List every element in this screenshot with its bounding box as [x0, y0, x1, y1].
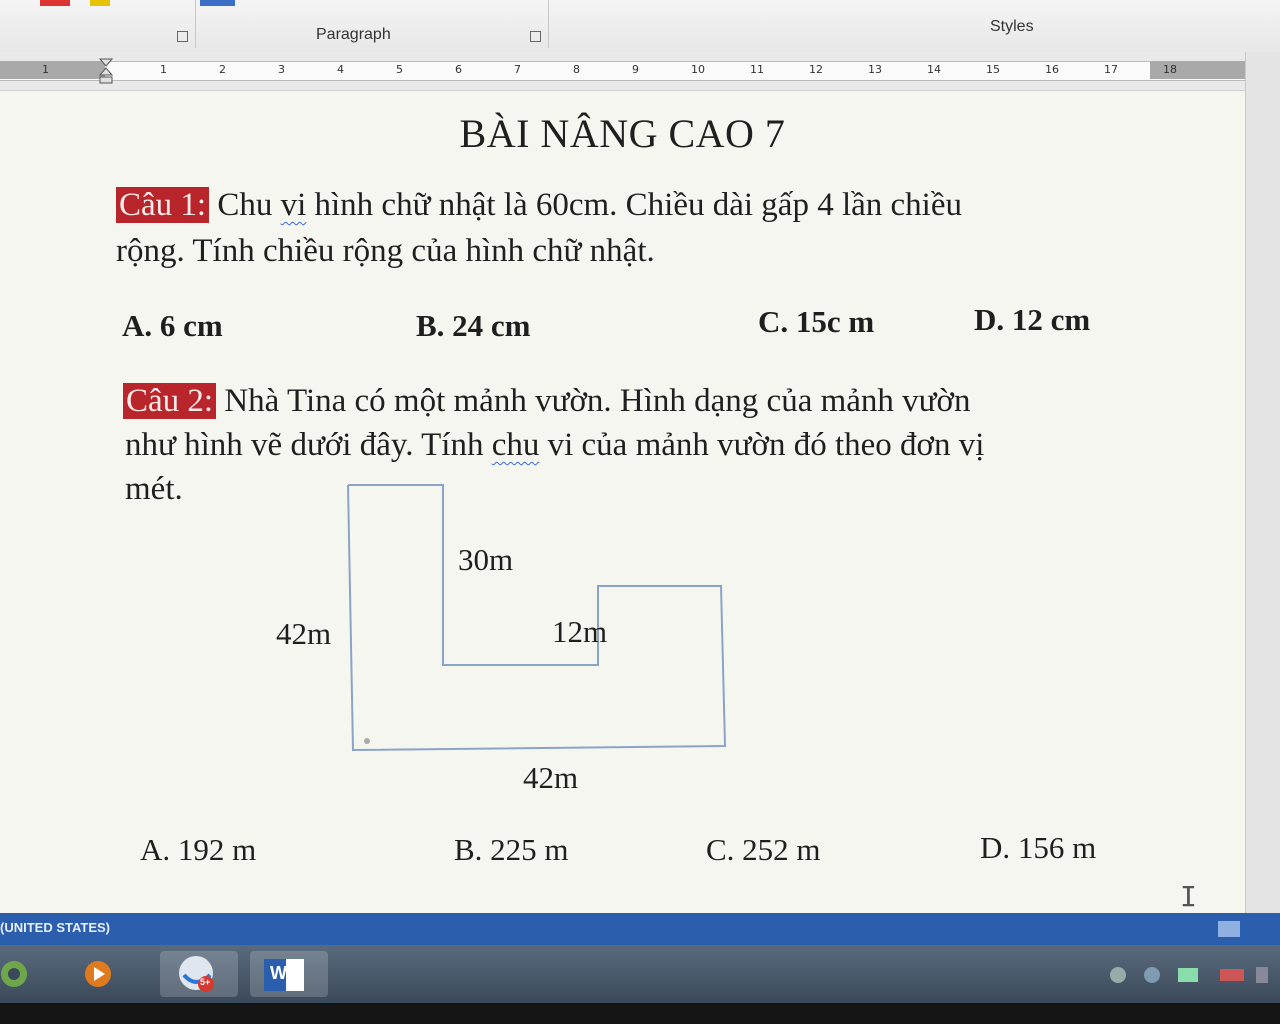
start-orb-icon: [0, 951, 40, 997]
horizontal-ruler[interactable]: [0, 52, 1280, 91]
figure-label-30m: 30m: [458, 542, 514, 577]
ruler-tick-label: 3: [278, 63, 285, 76]
figure-label-bottom-42m: 42m: [523, 760, 579, 795]
word-letter: W: [270, 963, 287, 983]
question-2-option-d: D. 156 m: [980, 830, 1097, 865]
status-bar: [0, 913, 1280, 945]
ruler-tick-label: 6: [455, 63, 462, 76]
question-1-text-b: hình chữ nhật là 60cm. Chiều dài gấp 4 lần chiều: [306, 187, 962, 223]
garden-shape-diagram: [340, 478, 740, 768]
document-title: BÀI NÂNG CAO 7: [459, 111, 786, 156]
styles-group-label: Styles: [990, 18, 1034, 35]
media-player-icon: [66, 951, 130, 997]
ruler-tick-label: 15: [986, 63, 1000, 76]
question-1-option-c: C. 15c m: [758, 304, 875, 339]
ruler-left-margin: [0, 61, 105, 79]
start-button[interactable]: [0, 951, 40, 997]
ruler-tick-label: 10: [691, 63, 705, 76]
word-icon: [250, 951, 328, 997]
system-tray-icons: [1060, 963, 1270, 987]
question-2-line-3: mét.: [125, 471, 183, 507]
zalo-icon: [160, 951, 238, 997]
vertical-scrollbar[interactable]: [1245, 52, 1280, 913]
question-2-option-b: B. 225 m: [454, 832, 569, 867]
garden-figure: [340, 478, 740, 768]
ruler-tick-label: 7: [514, 63, 521, 76]
language-indicator[interactable]: (UNITED STATES): [0, 920, 111, 935]
taskbar-media-player[interactable]: [66, 951, 130, 997]
ruler-tick-label: 11: [750, 63, 764, 76]
ruler-tick-label: 14: [927, 63, 941, 76]
question-2-option-c: C. 252 m: [706, 832, 821, 867]
ruler-tick-label: 4: [337, 63, 344, 76]
question-1-text-a: Chu: [209, 187, 281, 223]
taskbar-word[interactable]: [250, 951, 328, 997]
ruler-tick-label: 2: [219, 63, 226, 76]
ruler-tick-label: 12: [809, 63, 823, 76]
question-2-line-2: [125, 422, 984, 468]
question-2-line-1: [123, 378, 971, 424]
ruler-tick-label: 13: [868, 63, 882, 76]
ribbon-divider: [195, 0, 196, 48]
ruler-tick-label: 9: [632, 63, 639, 76]
paragraph-group-label: Paragraph: [316, 26, 391, 43]
ribbon-style-swatch[interactable]: [200, 0, 235, 6]
taskbar-zalo[interactable]: [160, 951, 238, 997]
paragraph-dialog-launcher-icon[interactable]: [530, 31, 541, 42]
print-layout-view-icon[interactable]: [1218, 921, 1240, 937]
question-1-label: Câu 1:: [116, 187, 209, 223]
question-1-option-b: B. 24 cm: [416, 308, 531, 343]
ribbon: [0, 0, 1280, 53]
zalo-badge: 5+: [200, 977, 211, 987]
ruler-tick-label: 18: [1163, 63, 1177, 76]
ribbon-color-swatch[interactable]: [40, 0, 70, 6]
ruler-tick-label: 8: [573, 63, 580, 76]
question-1-option-a: A. 6 cm: [122, 308, 223, 343]
ruler-tick-label: 1: [160, 63, 167, 76]
ruler-tick-label: 1: [42, 63, 49, 76]
question-1-line-2: rộng. Tính chiều rộng của hình chữ nhật.: [116, 233, 655, 269]
screen-bezel: [0, 1003, 1280, 1024]
ribbon-divider: [548, 0, 549, 48]
taskbar: [0, 945, 1280, 1003]
question-2-text-2b: vi của mảnh vườn đó theo đơn vị: [539, 427, 985, 463]
question-1-spellcheck-word: vi: [280, 187, 307, 223]
question-2-option-a: A. 192 m: [140, 832, 257, 867]
ruler-tick-label: 17: [1104, 63, 1118, 76]
question-2-spellcheck-word: chu: [491, 427, 540, 463]
figure-label-12m: 12m: [552, 614, 608, 649]
text-cursor-icon: I: [1180, 880, 1197, 913]
indent-marker-icon[interactable]: [99, 58, 113, 84]
ruler-tick-label: 5: [396, 63, 403, 76]
ruler-tick-label: 16: [1045, 63, 1059, 76]
ribbon-highlight-swatch[interactable]: [90, 0, 110, 6]
question-2-text-2a: như hình vẽ dưới đây. Tính: [125, 427, 492, 463]
question-1-option-d: D. 12 cm: [974, 302, 1091, 337]
question-2-text-1: Nhà Tina có một mảnh vườn. Hình dạng của mảnh vườn: [216, 383, 971, 419]
question-1-line-1: [116, 182, 962, 228]
system-tray[interactable]: [1060, 963, 1270, 990]
figure-label-left-42m: 42m: [276, 616, 332, 651]
question-2-label: Câu 2:: [123, 383, 216, 419]
font-dialog-launcher-icon[interactable]: [177, 31, 188, 42]
